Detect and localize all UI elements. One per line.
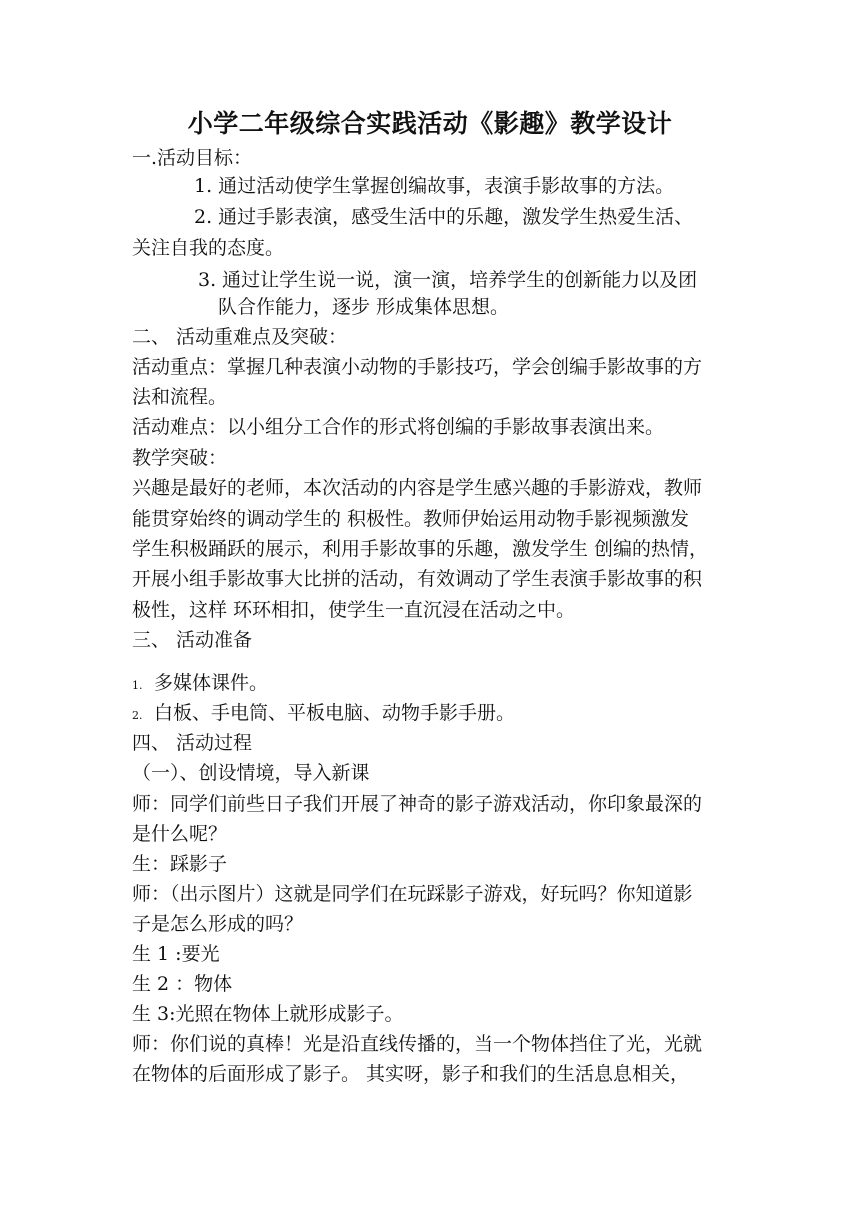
objective-1: 1. 通过活动使学生掌握创编故事，表演手影故事的方法。 [194,175,675,197]
section-heading-4: 四、 活动过程 [132,732,253,754]
dialogue-line: 师：（出示图片）这就是同学们在玩踩影子游戏，好玩吗？你知道影 [132,883,693,905]
dialogue-line: 是什么呢？ [132,823,228,845]
breakthrough-line-1: 兴趣是最好的老师，本次活动的内容是学生感兴趣的手影游戏，教师 [132,477,703,499]
dialogue-line: 在物体的后面形成了影子。 其实呀，影子和我们的生活息息相关， [132,1063,690,1085]
dialogue-line: 生 1 :要光 [132,943,220,965]
section-heading-3: 三、 活动准备 [132,629,253,651]
dialogue-line: 生：踩影子 [132,853,228,875]
prep-item-1 [132,670,268,699]
breakthrough-line-3: 学生积极踊跃的展示，利用手影故事的乐趣，激发学生 创编的热情， [132,538,709,560]
difficulty-line: 活动难点：以小组分工合作的形式将创编的手影故事表演出来。 [132,416,665,438]
subsection-heading-1: （一）、创设情境，导入新课 [132,762,370,784]
prep-item-2 [132,700,515,729]
dialogue-line: 师：你们说的真棒！光是沿直线传播的，当一个物体挡住了光，光就 [132,1033,703,1055]
dialogue-line: 生 3:光照在物体上就形成影子。 [132,1003,404,1025]
key-point-line-1: 活动重点：掌握几种表演小动物的手影技巧，学会创编手影故事的方 [132,356,703,378]
prep-item-text: 白板、手电筒、平板电脑、动物手影手册。 [154,702,516,724]
objective-2-cont: 关注自我的态度。 [132,237,285,259]
prep-item-text: 多媒体课件。 [154,672,269,694]
list-marker: 2. [132,709,143,722]
list-marker: 1. [132,679,143,692]
dialogue-line: 生 2 ：物体 [132,973,233,995]
breakthrough-line-2: 能贯穿始终的调动学生的 积极性。教师伊始运用动物手影视频激发 [132,508,690,530]
dialogue-line: 子是怎么形成的吗？ [132,913,304,935]
objective-3: 3. 通过让学生说一说，演一演，培养学生的创新能力以及团 [198,269,698,291]
breakthrough-heading: 教学突破： [132,447,228,469]
section-heading-2: 二、 活动重难点及突破： [132,326,348,348]
objective-3-cont: 队合作能力，逐步 形成集体思想。 [218,296,510,318]
objective-2: 2. 通过手影表演，感受生活中的乐趣，激发学生热爱生活、 [194,206,694,228]
dialogue-line: 师：同学们前些日子我们开展了神奇的影子游戏活动，你印象最深的 [132,793,703,815]
breakthrough-line-5: 极性，这样 环环相扣，使学生一直沉浸在活动之中。 [132,599,576,621]
document-title: 小学二年级综合实践活动《影趣》教学设计 [187,109,673,138]
breakthrough-line-4: 开展小组手影故事大比拼的活动，有效调动了学生表演手影故事的积 [132,568,703,590]
key-point-line-2: 法和流程。 [132,386,228,408]
section-heading-1: 一.活动目标： [132,147,253,169]
